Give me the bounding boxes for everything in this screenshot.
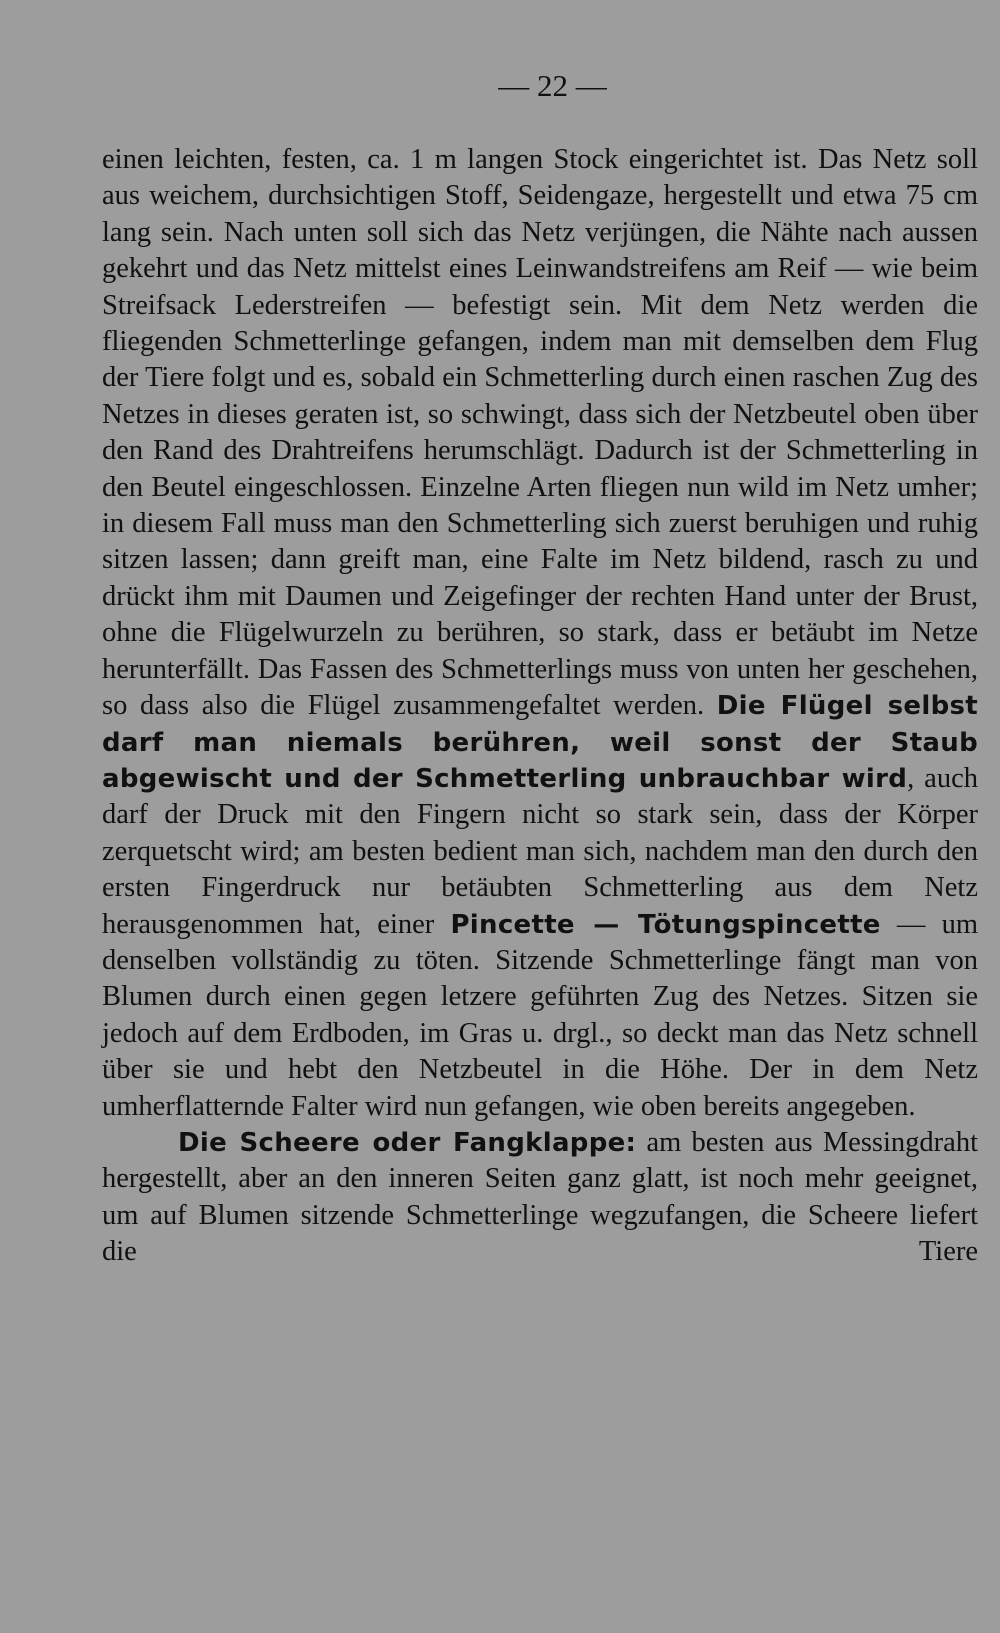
paragraph-1: [102, 142, 978, 1125]
text-segment: am besten aus Messingdraht hergestellt, aber an den inneren Seiten ganz glatt, ist noch mehr geeignet, um auf Blumen sitzende Schmetterlinge wegzufangen, die Scheere liefert die Tiere: [102, 1126, 978, 1268]
paragraph-2: [102, 1125, 978, 1271]
bold-text-segment: Die Scheere oder Fangklappe:: [178, 1127, 637, 1158]
bold-text-segment: Die Flügel selbst darf man niemals berühren, weil sonst der Staub abgewischt und der Schmetterling unbrauchbar wird: [102, 691, 978, 794]
bold-text-segment: Pincette — Tötungspincette: [450, 909, 881, 940]
text-segment: einen leichten, festen, ca. 1 m langen Stock eingerichtet ist. Das Netz soll aus weichem, durchsichtigen Stoff, Seidengaze, hergestellt und etwa 75 cm lang sein. Nach unten soll sich das Netz verjüngen, die Nähte nach aussen gekehrt und das Netz mittelst eines Leinwandstreifens am Reif — wie beim Streifsack Lederstreifen — befestigt sein. Mit dem Netz werden die fliegenden Schmetterlinge gefangen, indem man mit demselben dem Flug der Tiere folgt und es, sobald ein Schmetterling durch einen raschen Zug des Netzes in dieses geraten ist, so schwingt, dass sich der Netzbeutel oben über den Rand des Drahtreifens herumschlägt. Dadurch ist der Schmetterling in den Beutel eingeschlossen. Einzelne Arten fliegen nun wild im Netz umher; in diesem Fall muss man den Schmetterling sich zuerst beruhigen und ruhig sitzen lassen; dann greift man, eine Falte im Netz bildend, rasch zu und drückt ihm mit Daumen und Zeigefinger der rechten Hand unter der Brust, ohne die Flügelwurzeln zu berühren, so stark, dass er betäubt im Netze herunterfällt. Das Fassen des Schmetterlings muss von unten her geschehen, so dass also die Flügel zusammengefaltet werden.: [102, 144, 978, 722]
text-segment: , auch darf der Druck mit den Fingern nicht so stark sein, dass der Körper zerquetscht wird; am besten bedient man sich, nachdem man den durch den ersten Fingerdruck nur betäubten Schmetterling aus dem Netz herausgenommen hat, einer: [102, 762, 978, 940]
text-segment: — um denselben vollständig zu töten. Sitzende Schmetterlinge fängt man von Blumen durch einen gegen letzere geführten Zug des Netzes. Sitzen sie jedoch auf dem Erdboden, im Gras u. drgl., so deckt man das Netz schnell über sie und hebt den Netzbeutel in die Höhe. Der in dem Netz umherflatternde Falter wird nun gefangen, wie oben bereits angegeben.: [102, 908, 979, 1122]
body-text: [102, 142, 978, 1271]
page-number: — 22 —: [498, 68, 607, 103]
